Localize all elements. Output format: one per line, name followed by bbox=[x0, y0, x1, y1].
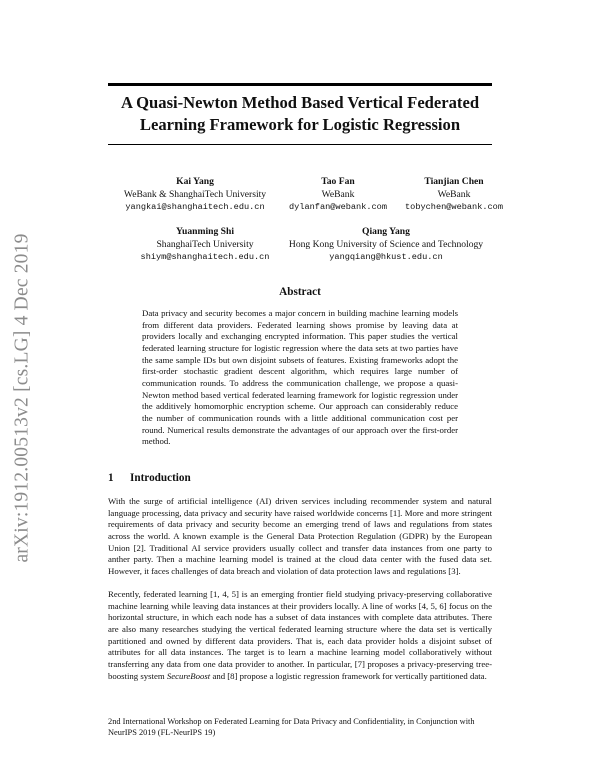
paragraph-text: and [8] propose a logistic regression framework for vertically partitioned data. bbox=[210, 670, 487, 681]
intro-paragraph-1: With the surge of artificial intelligence (AI) driven services including recommender system and natural language processing, data privacy and security have raised worldwide concerns [1]. More and more stringent requirements of data privacy and security become an emerging trend of laws and regulations from states across the world. A known example is the General Data Protection Regulation (GDPR) by the European Union [2]. Traditional AI service providers usually collect and transfer data instances from one party to anther party. Then a machine learning model is trained at the cloud data center with the fused data set. However, it faces challenges of data breach and violation of data protection laws and regulations [3]. bbox=[108, 496, 492, 576]
author-block bbox=[100, 176, 290, 214]
author-name: Tao Fan bbox=[321, 176, 355, 187]
author-affiliation: ShanghaiTech University bbox=[156, 238, 254, 250]
author-email: shiym@shanghaitech.edu.cn bbox=[140, 252, 270, 262]
intro-paragraph-2 bbox=[108, 589, 492, 682]
author-name: Tianjian Chen bbox=[424, 176, 484, 187]
title-top-rule bbox=[108, 83, 492, 86]
system-name-emphasis: SecureBoost bbox=[166, 670, 211, 681]
section-heading bbox=[108, 472, 191, 484]
author-affiliation: WeBank bbox=[321, 188, 355, 200]
section-title: Introduction bbox=[130, 472, 191, 484]
author-name: Kai Yang bbox=[176, 176, 214, 187]
author-email: dylanfan@webank.com bbox=[289, 202, 387, 212]
author-name: Yuanming Shi bbox=[175, 226, 235, 237]
arxiv-identifier-text: arXiv:1912.00513v2 [cs.LG] 4 Dec 2019 bbox=[12, 233, 33, 563]
author-affiliation: WeBank bbox=[437, 188, 471, 200]
author-block bbox=[268, 226, 504, 264]
author-affiliation: Hong Kong University of Science and Technology bbox=[288, 238, 484, 250]
abstract-text: Data privacy and security becomes a major concern in building machine learning models from different data providers. Federated learning shows promise by leaving data at providers locally and exchanging encrypted information. This paper studies the vertical federated learning structure for logistic regression where the data sets at two parties have the same sample IDs but own disjoint subsets of features. Existing frameworks adopt the first-order stochastic gradient descent algorithm, which requires large number of communication rounds. To address the communication challenge, we propose a quasi-Newton method based vertical federated learning framework for logistic regression under the additively homomorphic encryption scheme. Our approach can considerably reduce the number of communication rounds with a little additional communication cost per round. Numerical results demonstrate the advantages of our approach over the first-order method. bbox=[142, 308, 458, 447]
abstract-heading: Abstract bbox=[279, 286, 321, 298]
author-affiliation: WeBank & ShanghaiTech University bbox=[123, 188, 267, 200]
workshop-footnote: 2nd International Workshop on Federated Learning for Data Privacy and Confidentiality, in Conjunction with NeurIPS 2019 (FL-NeurIPS 19) bbox=[108, 717, 475, 737]
paragraph-text: Recently, federated learning [1, 4, 5] is an emerging frontier field studying privacy-preserving collaborative machine learning while leaving data instances at their providers locally. A line of works [4, 5, 6] focus on the horizontal structure, in which each node has a subset of data instances with complete data attributes. There are also many researches studying the vertical federated learning structure where the data set is vertically partitioned and owned by different data providers. That is, each data provider holds a disjoint subset of attributes for all data instances. The target is to learn a machine learning model collaboratively without transferring any data from one data provider to another. In particular, [7] proposes a privacy-preserving tree-boosting system bbox=[108, 589, 492, 681]
author-email: yangkai@shanghaitech.edu.cn bbox=[125, 202, 265, 212]
section-number: 1 bbox=[108, 472, 114, 484]
title-bottom-rule bbox=[108, 144, 492, 145]
author-name: Qiang Yang bbox=[362, 226, 410, 237]
author-email: tobychen@webank.com bbox=[405, 202, 503, 212]
author-email: yangqiang@hkust.edu.cn bbox=[329, 252, 443, 262]
paper-title: A Quasi-Newton Method Based Vertical Federated Learning Framework for Logistic Regression bbox=[120, 93, 480, 134]
arxiv-identifier-stamp bbox=[6, 208, 40, 588]
author-block bbox=[384, 176, 524, 214]
